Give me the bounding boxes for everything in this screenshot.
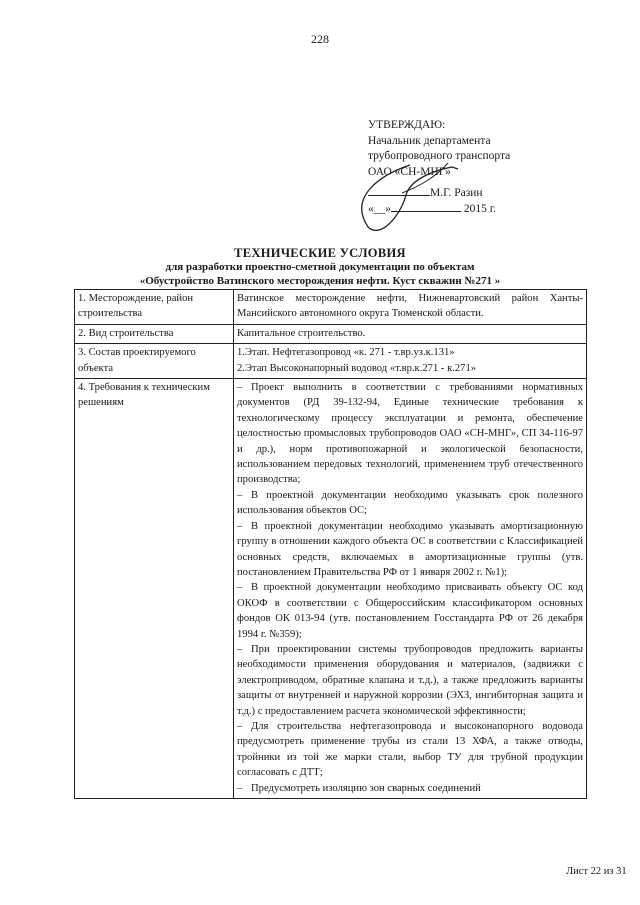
- table-row: [75, 344, 587, 379]
- row-label: 2. Вид строительства: [75, 324, 234, 343]
- requirement-item: – При проектировании системы трубопроводов предложить варианты необходимости применения оборудования и материалов, (задвижки с электроприводом, обратные клапана и т.д.), а также предложить варианты защиты от внутренней и наружной коррозии (ЭХЗ, ингибиторная защита и т.д.) с предоставлением расчета экономической эффективности;: [237, 643, 583, 717]
- row-value: [234, 344, 587, 379]
- heading-sub-2: «Обустройство Ватинского месторождения нефти. Куст скважин №271 »: [139, 274, 501, 287]
- row-label: 3. Состав проектируемого объекта: [75, 344, 234, 379]
- requirement-item: – Для строительства нефтегазопровода и высоконапорного водовода предусмотреть применение трубы из стали 13 ХФА, а также отводы, тройники из той же марки стали, выбор ТУ для трубной продукции согласовать с ДТТ;: [237, 720, 583, 779]
- requirement-item: – Проект выполнить в соответствии с требованиями нормативных документов (РД 39-132-94, Единые технические требования к технологическому процессу эксплуатации и ремонта, обеспечение целостностью промысловых трубопроводов ОАО «СН-МНГ», СП 34-116-97 и др.), норм противопожарной и экологической безопасности, использованием передовых технологий, применением труб отечественного производства;: [237, 382, 583, 486]
- row-value: [234, 379, 587, 799]
- page-number: 228: [311, 32, 329, 46]
- approval-line-2: трубопроводного транспорта: [368, 150, 511, 162]
- approval-date-prefix: «__»: [368, 202, 391, 215]
- table-row: [75, 324, 587, 343]
- heading-main: ТЕХНИЧЕСКИЕ УСЛОВИЯ: [234, 246, 406, 260]
- handwritten-signature: [340, 157, 470, 237]
- approval-line-1: Начальник департамента: [368, 134, 491, 147]
- approval-name: М.Г. Разин: [430, 187, 483, 199]
- requirement-item: – В проектной документации необходимо присваивать объекту ОС код ОКОФ в соответствии с Общероссийским классификатором основных фондов ОК 013-94 (утв. постановлением Госстандарта РФ от 26 декабря 1994 г. №359);: [237, 582, 583, 640]
- table-row: [75, 379, 587, 799]
- requirement-item: – Предусмотреть изоляцию зон сварных соединений: [237, 782, 481, 794]
- requirement-item: – В проектной документации необходимо указывать амортизационную группу в отношении каждого объекта ОС в соответствии с Классификацией основных средств, включаемых в амортизационные группы (утв. постановлением Правительства РФ от 1 января 2002 г. №1);: [237, 520, 583, 578]
- stage-2: 2.Этап Высоконапорный водовод «т.вр.к.271 - к.271»: [237, 362, 477, 374]
- row-label: 4. Требования к техническим решениям: [75, 379, 234, 799]
- sheet-number: Лист 22 из 31: [566, 866, 627, 877]
- row-value: Ватинское месторождение нефти, Нижневартовский район Ханты-Мансийского автономного округа Тюменской области.: [234, 290, 587, 325]
- heading-sub-1: для разработки проектно-сметной документации по объектам: [165, 261, 475, 273]
- row-value: Капитальное строительство.: [234, 324, 587, 343]
- approval-line-3: ОАО «СН-МНГ»: [368, 165, 451, 178]
- conditions-table: [74, 289, 587, 799]
- row-label: 1. Месторождение, район строительства: [75, 290, 234, 325]
- document-heading: [0, 246, 640, 288]
- table-row: [75, 290, 587, 325]
- approval-date-suffix: 2015 г.: [463, 202, 497, 215]
- requirement-item: – В проектной документации необходимо указывать срок полезного использования объектов ОС;: [237, 489, 583, 517]
- approval-title: УТВЕРЖДАЮ:: [368, 119, 446, 131]
- stage-1: 1.Этап. Нефтегазопровод «к. 271 - т.вр.уз.к.131»: [237, 347, 455, 359]
